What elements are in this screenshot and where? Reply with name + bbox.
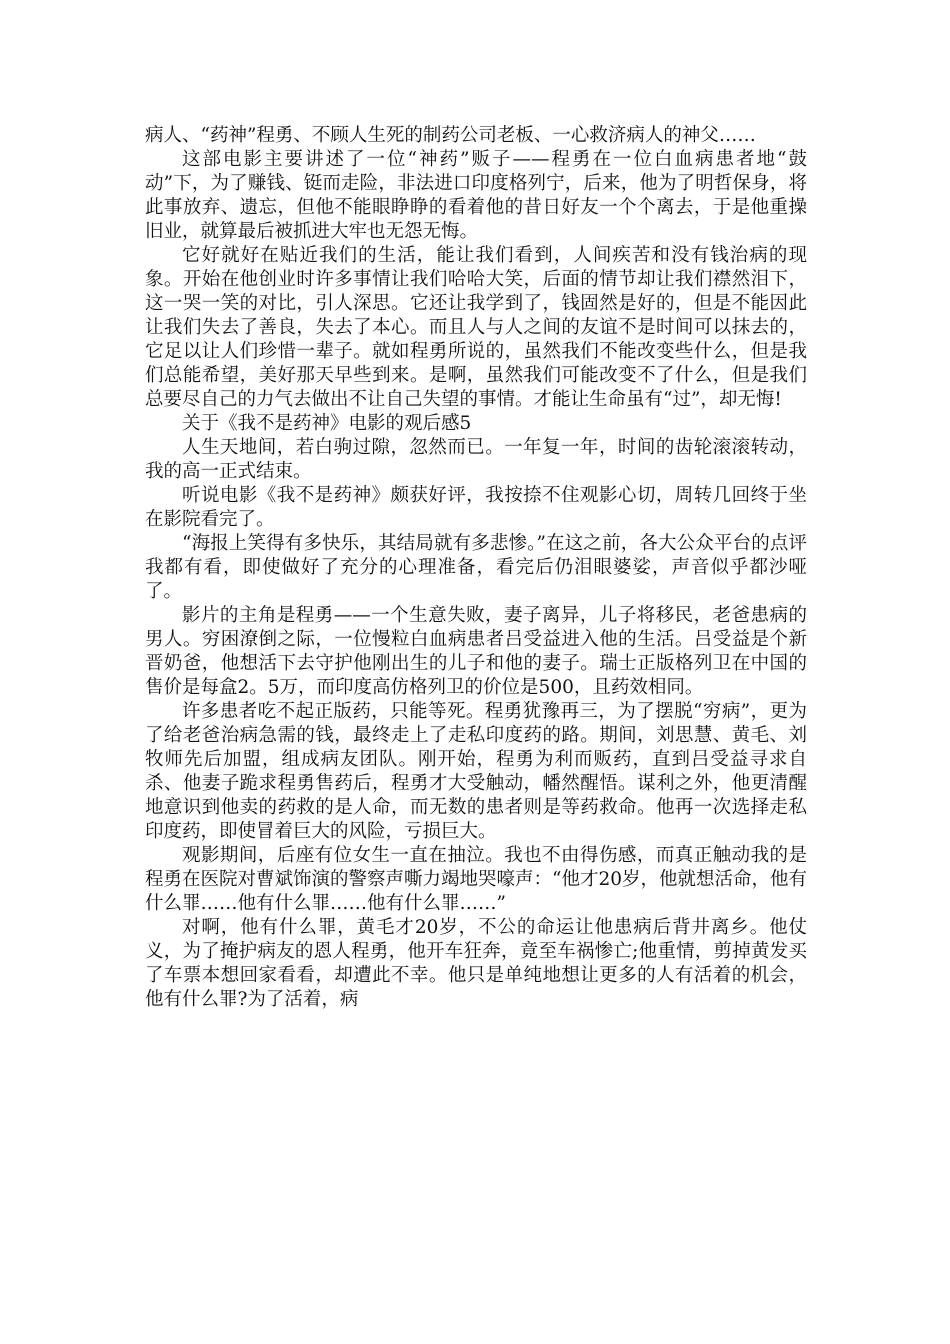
paragraph-protagonist: 影片的主角是程勇——一个生意失败，妻子离异，儿子将移民，老爸患病的男人。穷困潦倒之际，一位慢粒白血病患者吕受益进入他的生活。吕受益是个新晋奶爸，他想活下去守护他刚出生的儿子和他的妻子。瑞士正版格列卫在中国的售价是每盒2。5万，而印度高仿格列卫的价位是500，且药效相同。	[145, 605, 807, 698]
paragraph-viewing: 观影期间，后座有位女生一直在抽泣。我也不由得伤感，而真正触动我的是程勇在医院对曹斌饰演的警察声嘶力竭地哭嚎声：“他才20岁，他就想活命，他有什么罪……他有什么罪……他有什么罪……”	[145, 845, 808, 914]
paragraph-poster-quote: “海报上笑得有多快乐，其结局就有多悲惨。”在这之前，各大公众平台的点评我都有看，即使做好了充分的心理准备，看完后仍泪眼婆娑，声音似乎都沙哑了。	[145, 533, 807, 602]
paragraph-reflection: 它好就好在贴近我们的生活，能让我们看到，人间疾苦和没有钱治病的现象。开始在他创业时许多事情让我们哈哈大笑，后面的情节却让我们襟然泪下，这一哭一笑的对比，引人深思。它还让我学到了，钱固然是好的，但是不能因此让我们失去了善良，失去了本心。而且人与人之间的友谊不是时间可以抹去的，它足以让人们珍惜一辈子。就如程勇所说的，虽然我们不能改变些什么，但是我们总能希望，美好那天早些到来。是啊，虽然我们可能改变不了什么，但是我们总要尽自己的力气去做出不让自己失望的事情。才能让生命虽有“过”，却无悔!	[145, 245, 807, 410]
paragraph-watched: 听说电影《我不是药神》颇获好评，我按捺不住观影心切，周转几回终于坐在影院看完了。	[145, 485, 807, 530]
paragraph-huangmao: 对啊，他有什么罪，黄毛才20岁，不公的命运让他患病后背井离乡。他仗义，为了掩护病友的恩人程勇，他开车狂奔，竟至车祸惨亡;他重情，剪掉黄发买了车票本想回家看看，却遭此不幸。他只是单纯地想让更多的人有活着的机会，他有什么罪?为了活着，病	[145, 917, 807, 1010]
paragraph-plot: 许多患者吃不起正版药，只能等死。程勇犹豫再三，为了摆脱“穷病”，更为了给老爸治病急需的钱，最终走上了走私印度药的路。期间，刘思慧、黄毛、刘牧师先后加盟，组成病友团队。刚开始，程勇为利而贩药，直到吕受益寻求自杀、他妻子跪求程勇售药后，程勇才大受触动，幡然醒悟。谋利之外，他更清醒地意识到他卖的药救的是人命，而无数的患者则是等药救命。他再一次选择走私印度药，即使冒着巨大的风险，亏损巨大。	[145, 701, 807, 842]
essay-heading: 关于《我不是药神》电影的观后感5	[182, 413, 472, 434]
paragraph-intro: 人生天地间，若白驹过隙，忽然而已。一年复一年，时间的齿轮滚滚转动，我的高一正式结束。	[145, 437, 807, 482]
document-body	[145, 124, 807, 1012]
paragraph-summary: 这部电影主要讲述了一位“神药”贩子——程勇在一位白血病患者地“鼓动”下，为了赚钱、铤而走险，非法进口印度格列宁，后来，他为了明哲保身，将此事放弃、遗忘，但他不能眼睁睁的看着他的昔日好友一个个离去，于是他重操旧业，就算最后被抓进大牢也无怨无悔。	[145, 149, 807, 242]
paragraph-continued: 病人、“药神”程勇、不顾人生死的制药公司老板、一心救济病人的神父……	[145, 125, 756, 146]
